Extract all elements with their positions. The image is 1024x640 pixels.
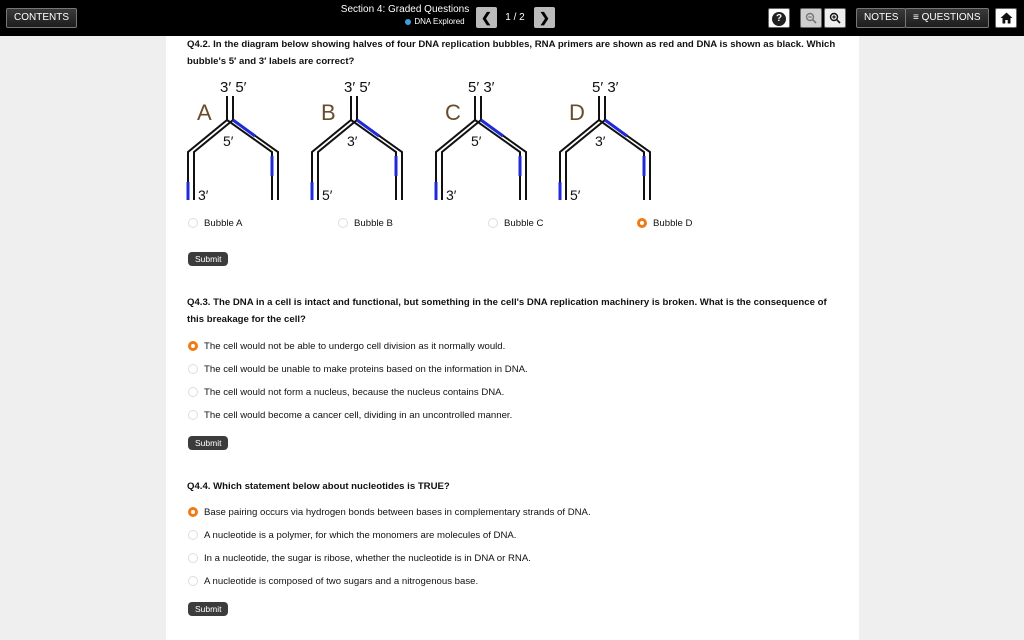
q2-option-b-label[interactable]: Bubble B — [354, 218, 393, 229]
q2-option-c-radio[interactable] — [488, 218, 498, 228]
question-q4-4: Q4.4. Which statement below about nucleotides is TRUE? — [187, 481, 450, 492]
bubble-d-bottom-label: 5′ — [570, 187, 581, 203]
home-button[interactable] — [995, 8, 1017, 28]
q3-option-3-label[interactable]: The cell would not form a nucleus, because the nucleus contains DNA. — [204, 387, 505, 398]
q3-option-2-label[interactable]: The cell would be unable to make proteins based on the information in DNA. — [204, 364, 528, 375]
zoom-out-icon — [805, 12, 817, 24]
q4-option-2-radio[interactable] — [188, 530, 198, 540]
bubble-a-inner-label: 5′ — [223, 133, 234, 149]
bubble-a-bottom-label: 3′ — [198, 187, 209, 203]
q3-option-2-radio[interactable] — [188, 364, 198, 374]
zoom-in-icon — [829, 12, 841, 24]
zoom-in-button[interactable] — [824, 8, 846, 28]
bubble-c-bottom-label: 3′ — [446, 187, 457, 203]
q3-option-1-label[interactable]: The cell would not be able to undergo cell division as it normally would. — [204, 341, 506, 352]
q2-option-a-label[interactable]: Bubble A — [204, 218, 243, 229]
section-subtitle — [380, 17, 490, 26]
replication-bubbles-diagram — [180, 72, 680, 207]
q3-option-1-radio[interactable] — [188, 341, 198, 351]
q2-option-a-radio[interactable] — [188, 218, 198, 228]
bubble-c-letter: C — [445, 100, 461, 125]
contents-button[interactable]: CONTENTS — [6, 8, 77, 28]
q3-option-4-label[interactable]: The cell would become a cancer cell, dividing in an uncontrolled manner. — [204, 410, 513, 421]
help-icon: ? — [772, 12, 786, 26]
bubble-b-letter: B — [321, 100, 336, 125]
bubble-b-inner-label: 3′ — [347, 133, 358, 149]
bubble-d — [560, 79, 650, 203]
q3-submit-button[interactable]: Submit — [188, 436, 228, 450]
next-page-button[interactable] — [534, 7, 555, 28]
q4-option-3-label[interactable]: In a nucleotide, the sugar is ribose, whether the nucleotide is in DNA or RNA. — [204, 553, 531, 564]
section-title: Section 4: Graded Questions — [340, 4, 470, 15]
prev-page-button[interactable] — [476, 7, 497, 28]
q4-option-2-label[interactable]: A nucleotide is a polymer, for which the monomers are molecules of DNA. — [204, 530, 517, 541]
q3-option-4-radio[interactable] — [188, 410, 198, 420]
bubble-c — [436, 79, 526, 203]
chevron-left-icon: ❮ — [481, 10, 492, 25]
section-subtitle-text: DNA Explored — [414, 17, 465, 26]
home-icon — [1000, 12, 1013, 24]
bubble-a — [188, 79, 278, 203]
help-button[interactable] — [768, 8, 790, 28]
zoom-out-button[interactable] — [800, 8, 822, 28]
q4-option-4-label[interactable]: A nucleotide is composed of two sugars and a nitrogenous base. — [204, 576, 479, 587]
q2-option-d-label[interactable]: Bubble D — [653, 218, 693, 229]
q2-submit-button[interactable]: Submit — [188, 252, 228, 266]
top-bar — [0, 0, 1024, 36]
notes-button[interactable]: NOTES — [856, 8, 906, 28]
bubble-c-inner-label: 5′ — [471, 133, 482, 149]
q3-option-3-radio[interactable] — [188, 387, 198, 397]
bubble-d-top-labels: 5′ 3′ — [592, 79, 619, 96]
q4-option-3-radio[interactable] — [188, 553, 198, 563]
q2-option-b-radio[interactable] — [338, 218, 348, 228]
q4-option-1-label[interactable]: Base pairing occurs via hydrogen bonds between bases in complementary strands of DNA. — [204, 507, 591, 518]
bubble-b — [312, 79, 402, 203]
q2-option-d-radio[interactable] — [637, 218, 647, 228]
list-icon: ≡ — [913, 12, 922, 23]
q2-option-c-label[interactable]: Bubble C — [504, 218, 544, 229]
q4-option-4-radio[interactable] — [188, 576, 198, 586]
bubble-a-letter: A — [197, 100, 212, 125]
question-q4-3: Q4.3. The DNA in a cell is intact and functional, but something in the cell's DNA replication machinery is broken. What is the consequence of this breakage for the cell? — [187, 297, 827, 325]
q4-submit-button[interactable]: Submit — [188, 602, 228, 616]
questions-button-label: QUESTIONS — [921, 12, 981, 23]
bubble-d-letter: D — [569, 100, 585, 125]
q4-option-1-radio[interactable] — [188, 507, 198, 517]
bubble-a-top-labels: 3′ 5′ — [220, 79, 247, 96]
bubble-b-bottom-label: 5′ — [322, 187, 333, 203]
page-indicator: 1 / 2 — [505, 12, 525, 23]
chevron-right-icon: ❯ — [539, 10, 550, 25]
bubble-d-inner-label: 3′ — [595, 133, 606, 149]
bubble-b-top-labels: 3′ 5′ — [344, 79, 371, 96]
question-q4-2: Q4.2. In the diagram below showing halves of four DNA replication bubbles, RNA primers are shown as red and DNA is shown as black. Which bubble's 5′ and 3′ labels are correct? — [187, 39, 836, 67]
bullet-icon — [405, 19, 411, 25]
bubble-c-top-labels: 5′ 3′ — [468, 79, 495, 96]
questions-button[interactable] — [905, 8, 989, 28]
